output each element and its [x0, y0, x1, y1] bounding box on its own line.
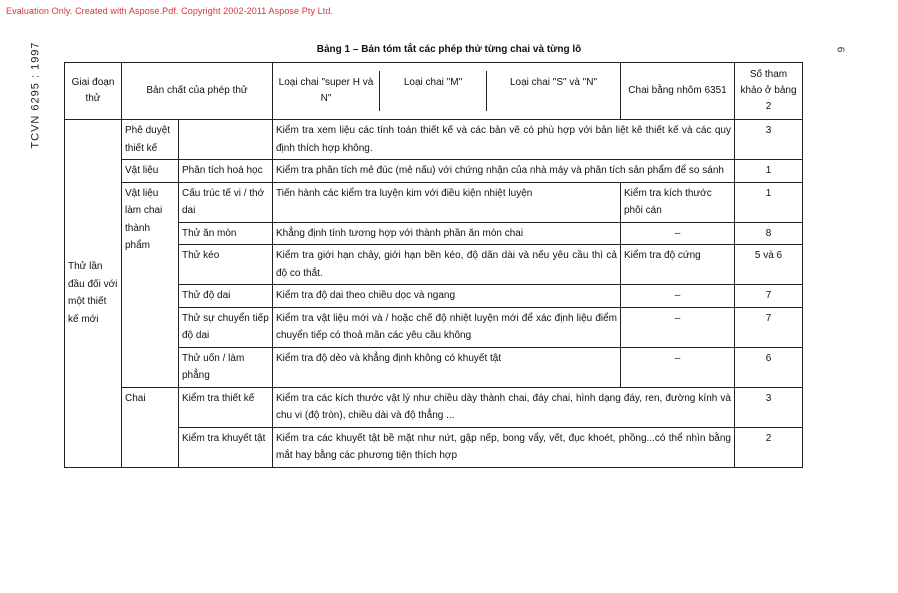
row-desc: Kiểm tra phân tích mẻ đúc (mẻ nấu) với chứng nhận của nhà máy và phân tích sản phẩm để so sánh [273, 160, 735, 183]
header-reference: Số tham khảo ở bảng 2 [735, 63, 803, 120]
header-stage: Giai đoạn thử [65, 63, 122, 120]
row-desc: Kiểm tra độ dai theo chiều dọc và ngang [273, 285, 621, 308]
row-aluminum: – [621, 347, 735, 387]
header-aluminum: Chai bằng nhôm 6351 [621, 63, 735, 120]
test-empty [179, 120, 273, 160]
row-test: Thử kéo [179, 245, 273, 285]
page-number: 6 [834, 46, 846, 53]
row-aluminum: Kiểm tra độ cứng [621, 245, 735, 285]
group-material: Vật liệu [122, 160, 179, 183]
side-standard-code: TCVN 6295 : 1997 [30, 41, 42, 149]
row-desc: Kiểm tra giới hạn chảy, giới hạn bền kéo, độ dãn dài và nếu yêu cầu thì cả độ co thắt. [273, 245, 621, 285]
row-aluminum: – [621, 307, 735, 347]
row-desc: Kiểm tra các kích thước vật lý như chiều dày thành chai, đáy chai, hình dạng đáy, ren, đường kính và chu vi (độ tròn), chiều dài và độ thẳng ... [273, 387, 735, 427]
row-desc: Kiểm tra độ dẻo và khẳng định không có khuyết tật [273, 347, 621, 387]
header-nature: Bản chất của phép thử [122, 63, 273, 120]
row-test: Cấu trúc tế vi / thớ dai [179, 182, 273, 222]
row-ref: 2 [735, 427, 803, 467]
row-aluminum: Kiểm tra kích thước phôi cán [621, 182, 735, 222]
summary-table [64, 62, 803, 468]
row-ref: 7 [735, 307, 803, 347]
row-desc: Kiểm tra vật liệu mới và / hoặc chế độ nhiệt luyện mới để xác định liệu điểm chuyển tiếp có thoả mãn các yêu cầu không [273, 307, 621, 347]
row-aluminum: – [621, 285, 735, 308]
table-row [65, 160, 803, 183]
watermark: Evaluation Only. Created with Aspose.Pdf. Copyright 2002-2011 Aspose Pty Ltd. [6, 6, 334, 16]
group-approval: Phê duyệt thiết kế [122, 120, 179, 160]
header-bottle-types [273, 63, 621, 120]
row-desc: Tiến hành các kiểm tra luyện kim với điều kiện nhiệt luyện [273, 182, 621, 222]
row-test: Thử độ dai [179, 285, 273, 308]
row-test: Kiểm tra khuyết tật [179, 427, 273, 467]
row-ref: 8 [735, 222, 803, 245]
header-type-m: Loại chai "M" [380, 71, 487, 111]
row-ref: 7 [735, 285, 803, 308]
row-aluminum: – [621, 222, 735, 245]
row-desc: Khẳng định tính tương hợp với thành phần ăn mòn chai [273, 222, 621, 245]
row-ref: 3 [735, 120, 803, 160]
row-ref: 1 [735, 182, 803, 222]
row-ref: 1 [735, 160, 803, 183]
row-test: Thử sự chuyển tiếp độ dai [179, 307, 273, 347]
row-desc: Kiểm tra xem liệu các tính toán thiết kế và các bản vẽ có phù hợp với bản liệt kê thiết kế và các quy định thích hợp không. [273, 120, 735, 160]
group-finished-material: Vật liệu làm chai thành phẩm [122, 182, 179, 387]
row-ref: 3 [735, 387, 803, 427]
stage-cell: Thử lần đầu đối với một thiết kế mới [65, 120, 122, 468]
table-row [65, 387, 803, 427]
row-test: Phân tích hoá học [179, 160, 273, 183]
header-row [65, 63, 803, 120]
row-test: Thử ăn mòn [179, 222, 273, 245]
table-row [65, 182, 803, 222]
row-desc: Kiểm tra các khuyết tật bề mặt như nứt, gập nếp, bong vẩy, vết, đục khoét, phồng...có thể nhìn bằng mắt hay bằng các phương tiện thích hợp [273, 427, 735, 467]
row-ref: 6 [735, 347, 803, 387]
row-test: Thử uốn / làm phẳng [179, 347, 273, 387]
header-type-super: Loại chai "super H và N" [273, 71, 380, 111]
header-type-s-n: Loại chai "S" và "N" [509, 77, 598, 88]
row-ref: 5 và 6 [735, 245, 803, 285]
table-row [65, 120, 803, 160]
row-test: Kiểm tra thiết kế [179, 387, 273, 427]
group-bottle: Chai [122, 387, 179, 467]
table-caption: Bảng 1 – Bản tóm tắt các phép thử từng chai và từng lô [316, 44, 582, 55]
